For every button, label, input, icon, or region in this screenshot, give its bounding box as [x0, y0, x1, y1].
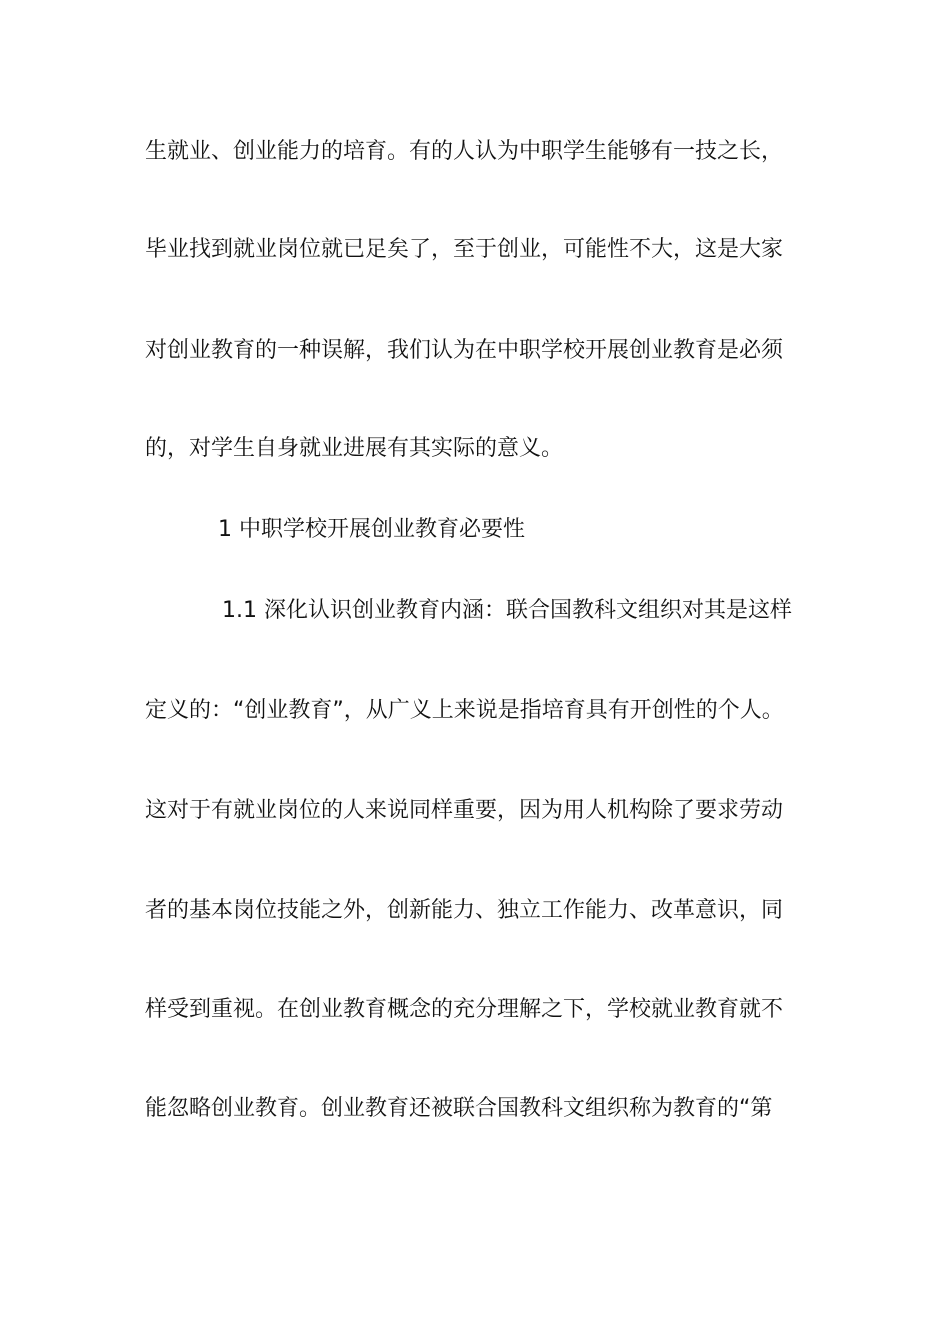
- paragraph-line-3: 对创业教育的一种误解，我们认为在中职学校开展创业教育是必须: [145, 338, 784, 363]
- paragraph-line-6: 这对于有就业岗位的人来说同样重要，因为用人机构除了要求劳动: [145, 798, 784, 823]
- paragraph-line-5: 定义的：“创业教育”，从广义上来说是指培育具有开创性的个人。: [145, 698, 784, 723]
- paragraph-line-7: 者的基本岗位技能之外，创新能力、独立工作能力、改革意识，同: [145, 898, 784, 923]
- paragraph-line-2: 毕业找到就业岗位就已足矣了，至于创业，可能性不大，这是大家: [145, 237, 784, 262]
- paragraph-line-4: 的，对学生自身就业进展有其实际的意义。: [145, 436, 564, 461]
- paragraph-line-1: 生就业、创业能力的培育。有的人认为中职学生能够有一技之长，: [145, 139, 784, 164]
- paragraph-line-9: 能忽略创业教育。创业教育还被联合国教科文组织称为教育的“第: [145, 1096, 773, 1121]
- paragraph-line-8: 样受到重视。在创业教育概念的充分理解之下，学校就业教育就不: [145, 997, 784, 1022]
- section-heading: 1 中职学校开展创业教育必要性: [218, 517, 525, 542]
- subsection-heading-line: 1.1 深化认识创业教育内涵：联合国教科文组织对其是这样: [222, 598, 792, 623]
